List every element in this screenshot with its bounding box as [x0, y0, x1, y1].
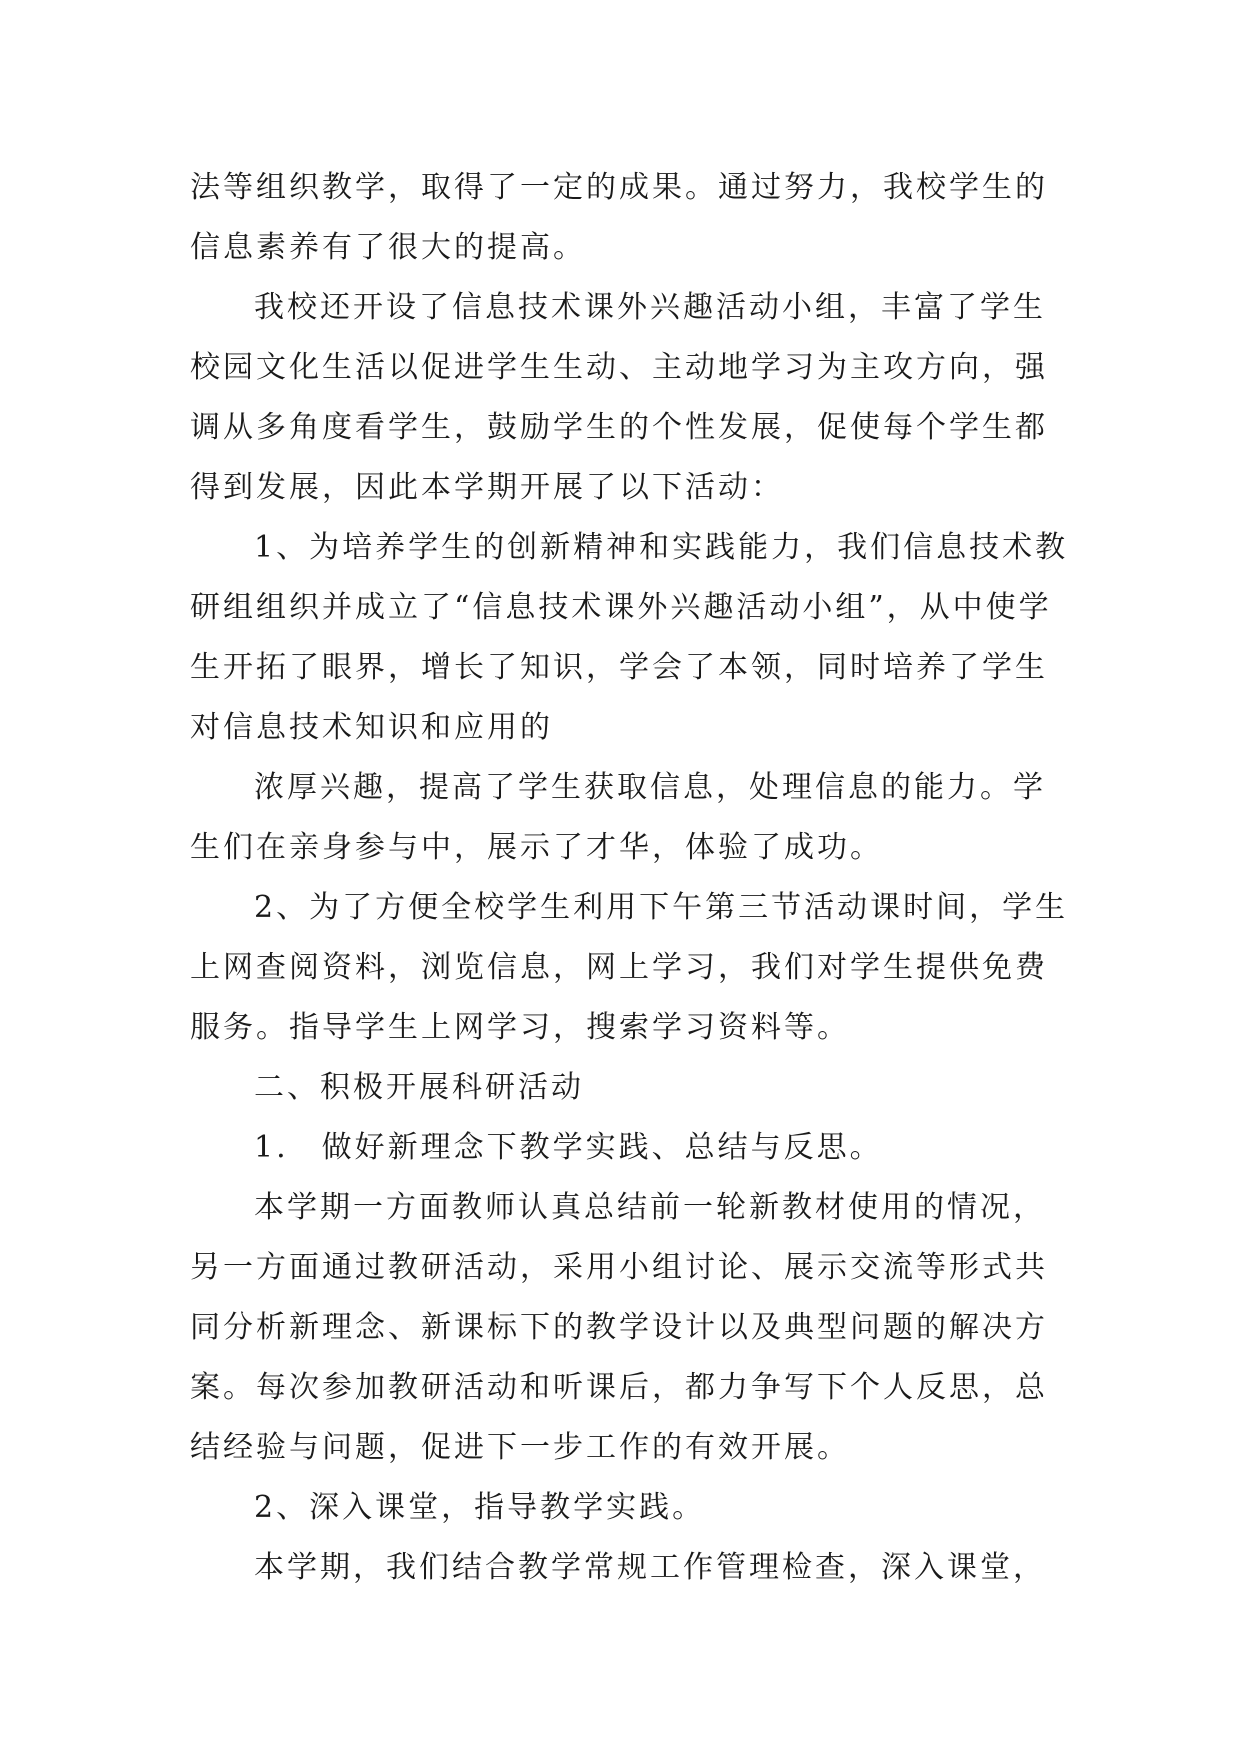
paragraph-4: 浓厚兴趣，提高了学生获取信息，处理信息的能力。学生们在亲身参与中，展示了才华，体验了成功。	[190, 770, 1046, 865]
subheading-1: 1. 做好新理念下教学实践、总结与反思。	[254, 1130, 883, 1165]
paragraph-3: 1、为培养学生的创新精神和实践能力，我们信息技术教研组组织并成立了“信息技术课外兴趣活动小组”，从中使学生开拓了眼界，增长了知识，学会了本领，同时培养了学生对信息技术知识和应用的	[190, 530, 1069, 745]
paragraph-6: 本学期一方面教师认真总结前一轮新教材使用的情况，另一方面通过教研活动，采用小组讨论、展示交流等形式共同分析新理念、新课标下的教学设计以及典型问题的解决方案。每次参加教研活动和听课后，都力争写下个人反思，总结经验与问题，促进下一步工作的有效开展。	[190, 1190, 1048, 1465]
section-heading: 二、积极开展科研活动	[254, 1070, 584, 1105]
paragraph-5: 2、为了方便全校学生利用下午第三节活动课时间，学生上网查阅资料，浏览信息，网上学习，我们对学生提供免费服务。指导学生上网学习，搜索学习资料等。	[190, 890, 1069, 1045]
document-body	[190, 158, 1070, 1598]
paragraph-2: 我校还开设了信息技术课外兴趣活动小组，丰富了学生校园文化生活以促进学生生动、主动地学习为主攻方向，强调从多角度看学生，鼓励学生的个性发展，促使每个学生都得到发展，因此本学期开展了以下活动：	[190, 290, 1048, 505]
subheading-2: 2、深入课堂，指导教学实践。	[254, 1490, 706, 1525]
paragraph-7: 本学期，我们结合教学常规工作管理检查，深入课堂，	[254, 1550, 1046, 1585]
paragraph-1: 法等组织教学，取得了一定的成果。通过努力，我校学生的信息素养有了很大的提高。	[190, 170, 1048, 265]
